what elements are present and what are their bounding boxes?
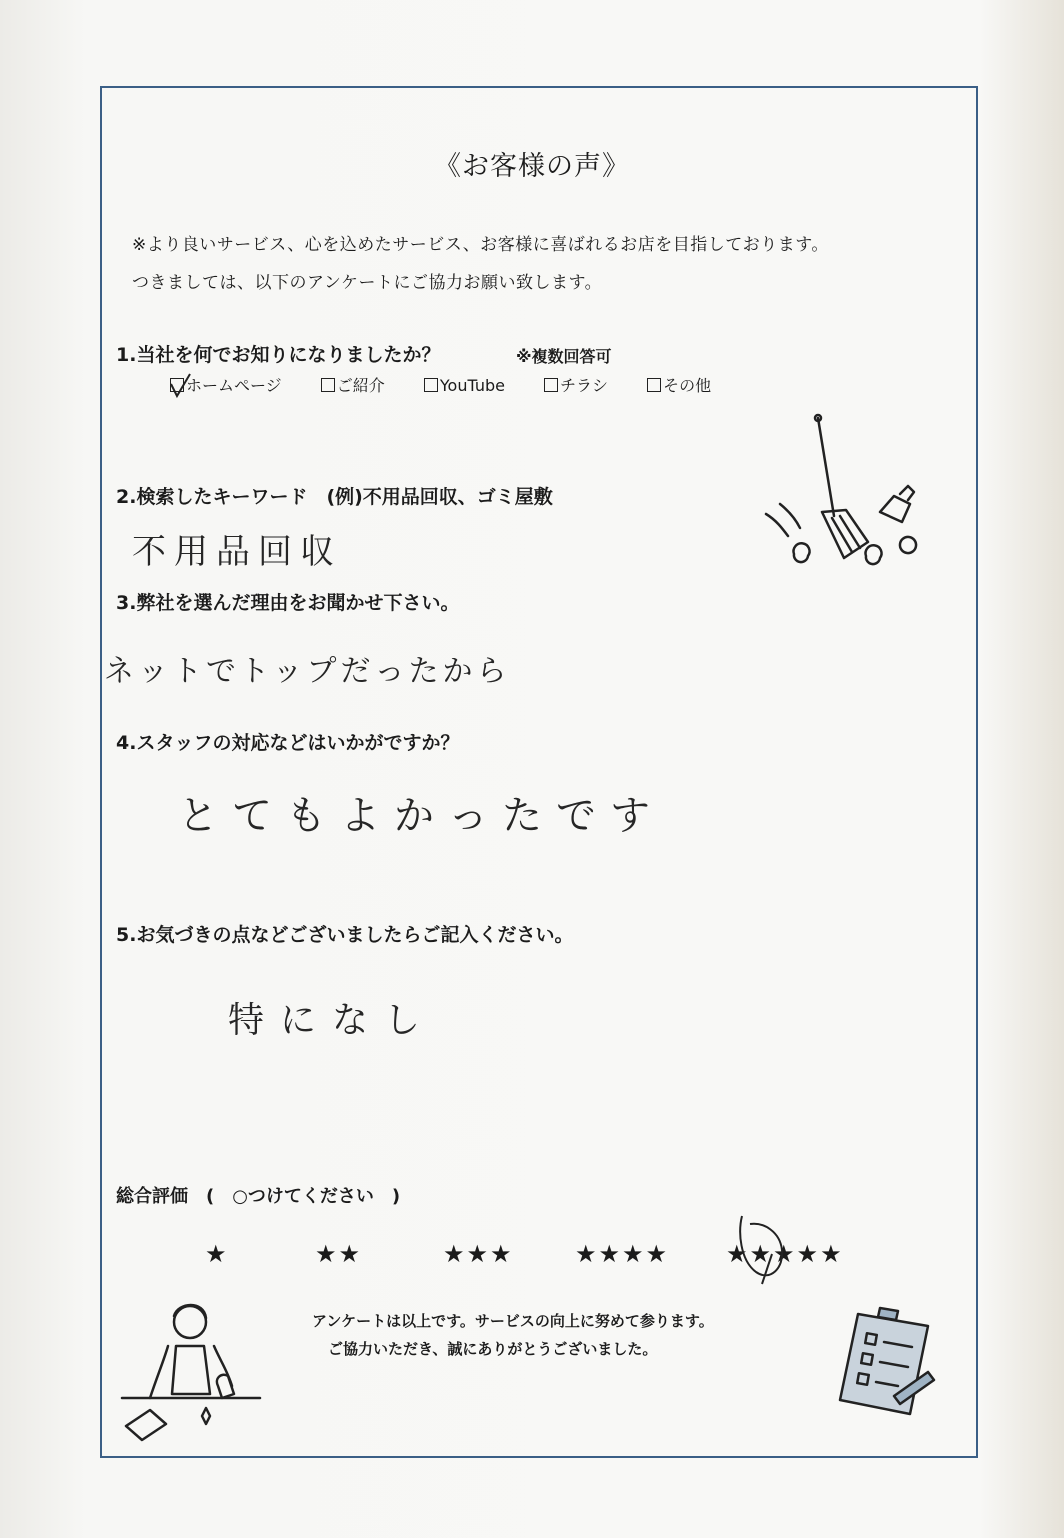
rating-5-stars[interactable]: ★★★★★ [726,1240,844,1268]
question-2-answer[interactable]: 不用品回収 [132,532,342,572]
rating-selected-circle-icon [730,1210,792,1286]
checkbox-referral[interactable] [321,378,335,392]
closing-line-1: アンケートは以上です。サービスの向上に努めて参ります。 [312,1312,714,1330]
question-4-answer[interactable]: とてもよかったです [178,793,664,839]
question-5-answer[interactable]: 特になし [228,1000,437,1041]
closing-line-2: ご協力いただき、誠にありがとうございました。 [328,1340,658,1358]
option-other[interactable]: その他 [647,373,711,396]
checkbox-youtube[interactable] [424,378,438,392]
cleaning-staff-icon [118,1298,268,1448]
rating-label: 総合評価 ( ○つけてください ) [116,1186,401,1207]
question-2-label: 2.検索したキーワード (例)不用品回収、ゴミ屋敷 [116,486,553,508]
rating-3-stars[interactable]: ★★★ [443,1240,514,1268]
question-1-note: ※複数回答可 [516,347,612,366]
rating-4-stars[interactable]: ★★★★ [575,1240,670,1268]
check-mark-icon [168,372,194,400]
question-5-label: 5.お気づきの点などございましたらご記入ください。 [116,924,574,946]
intro-line-1: ※より良いサービス、心を込めたサービス、お客様に喜ばれるお店を目指しております。 [132,235,829,255]
question-1-label: 1.当社を何でお知りになりましたか？ [116,344,441,366]
question-4-label: 4.スタッフの対応などはいかがですか？ [116,732,460,754]
clipboard-checklist-icon [836,1300,940,1420]
question-3-label: 3.弊社を選んだ理由をお聞かせ下さい。 [116,592,460,614]
broom-dustpan-icon [760,412,940,582]
rating-1-star[interactable]: ★ [205,1240,229,1268]
option-youtube[interactable]: YouTube [424,376,505,395]
checkbox-flyer[interactable] [544,378,558,392]
question-3-answer[interactable]: ネットでトップだったから [104,654,511,689]
rating-2-stars[interactable]: ★★ [315,1240,363,1268]
option-flyer[interactable]: チラシ [544,373,608,396]
option-homepage[interactable]: ホームページ [170,373,282,396]
intro-line-2: つきましては、以下のアンケートにご協力お願い致します。 [132,273,603,293]
survey-title: 《お客様の声》 [434,151,630,182]
checkbox-other[interactable] [647,378,661,392]
question-1-options [170,373,745,396]
option-referral[interactable]: ご紹介 [321,373,385,396]
